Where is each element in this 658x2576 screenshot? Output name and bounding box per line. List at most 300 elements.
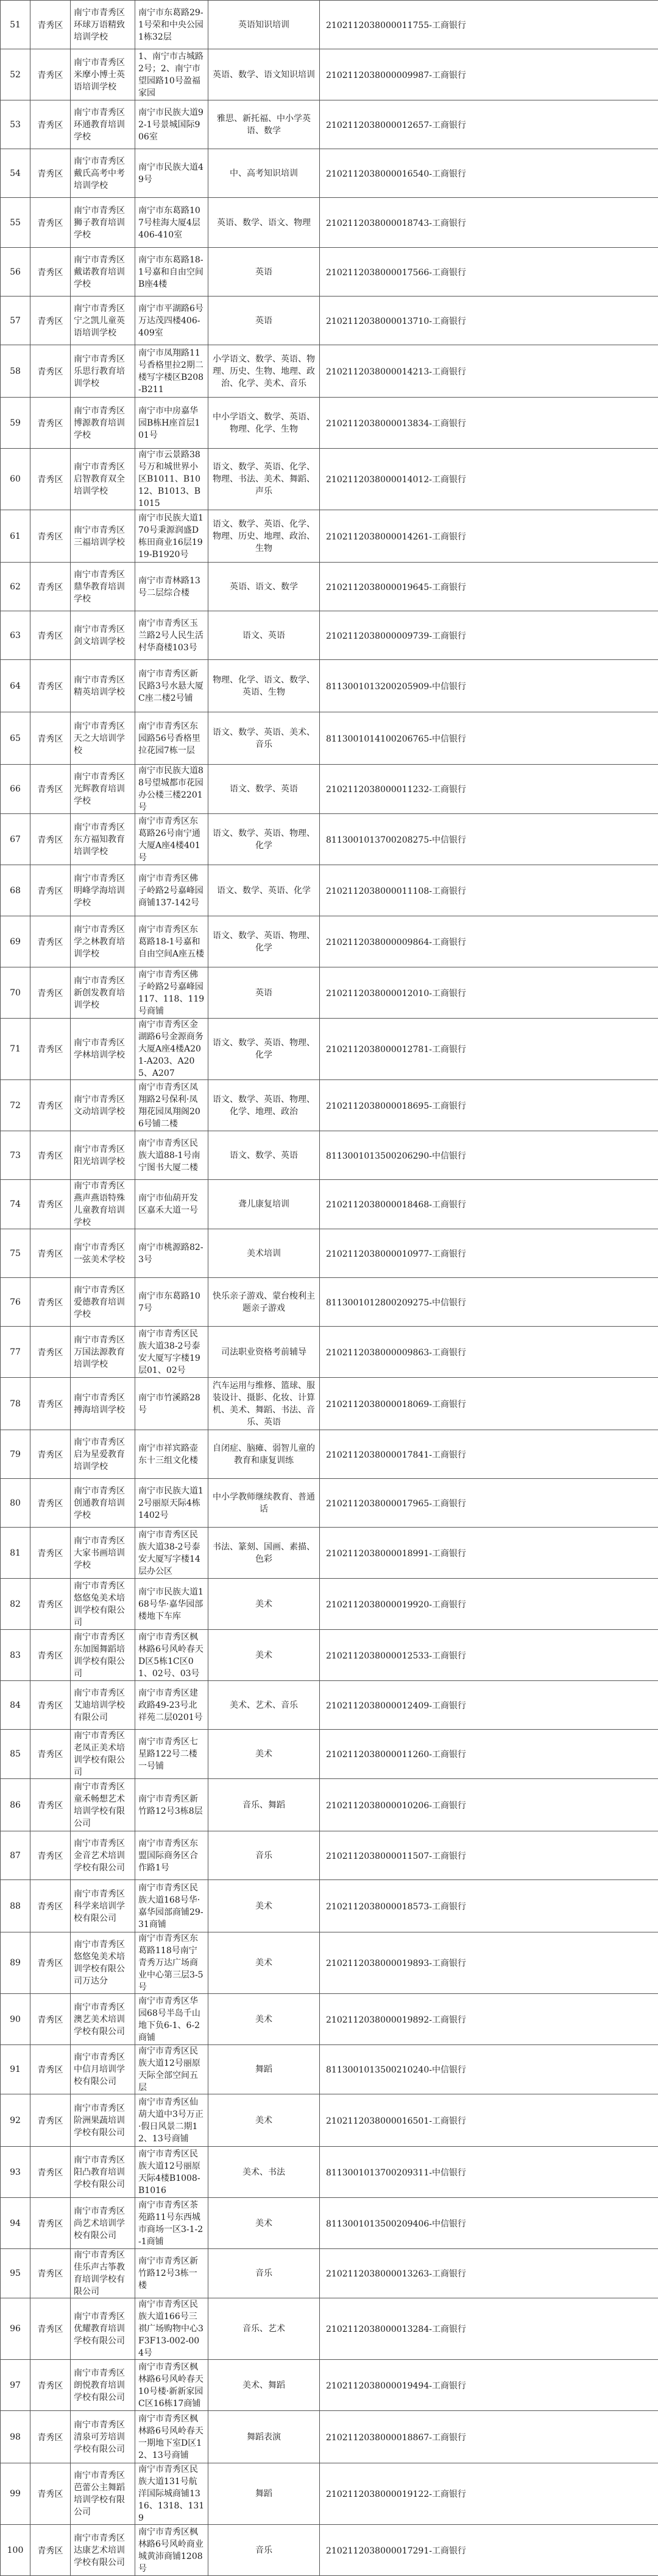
district-cell: 青秀区 xyxy=(30,2525,71,2576)
row-number-cell: 77 xyxy=(1,1327,30,1378)
address-cell: 南宁市青秀区华园68号半岛千山地下负6-1、6-2商铺 xyxy=(135,1994,208,2045)
training-scope-cell: 美术 xyxy=(208,1579,320,1630)
school-name-cell: 南宁市青秀区文动培训学校 xyxy=(71,1080,135,1131)
school-name-cell: 南宁市青秀区尚艺术培训学校有限公司 xyxy=(71,2198,135,2249)
bank-account-cell: 2102112038000019122-工商银行 xyxy=(320,2463,658,2525)
row-number-cell: 81 xyxy=(1,1528,30,1579)
training-scope-cell: 语文、数学、英语、化学、物理、书法、美术、舞蹈、声乐 xyxy=(208,449,320,510)
district-cell: 青秀区 xyxy=(30,1630,71,1681)
school-name-cell: 南宁市青秀区金音艺术培训学校有限公司 xyxy=(71,1831,135,1880)
training-scope-cell: 舞蹈 xyxy=(208,2463,320,2525)
address-cell: 南宁市青秀区东园路56号香格里拉花园7栋一层 xyxy=(135,712,208,765)
table-row xyxy=(1,1180,658,1229)
row-number-cell: 94 xyxy=(1,2198,30,2249)
row-number-cell: 74 xyxy=(1,1180,30,1229)
training-scope-cell: 美术、舞蹈 xyxy=(208,2360,320,2411)
district-cell: 青秀区 xyxy=(30,297,71,345)
training-scope-cell: 中小学语文、数学、英语、物理、化学、生物 xyxy=(208,398,320,449)
row-number-cell: 83 xyxy=(1,1630,30,1681)
school-name-cell: 南宁市青秀区优耀教育培训学校有限公司 xyxy=(71,2298,135,2360)
row-number-cell: 97 xyxy=(1,2360,30,2411)
training-scope-cell: 汽车运用与维修、篮球、服装设计、摄影、化妆、计算机、美术、舞蹈、书法、音乐、英语 xyxy=(208,1378,320,1430)
school-name-cell: 南宁市青秀区童禾畅想艺术培训学校有限公司 xyxy=(71,1779,135,1831)
address-cell: 南宁市青秀区凤翔路2号保利·凤翔花园凤翔阁206号铺二楼 xyxy=(135,1080,208,1131)
school-name-cell: 南宁市青秀区悠悠兔美术培训学校有限公司 xyxy=(71,1579,135,1630)
school-name-cell: 南宁市青秀区博源教育培训学校 xyxy=(71,398,135,449)
bank-account-cell: 2102112038000017965-工商银行 xyxy=(320,1479,658,1528)
bank-account-cell: 2102112038000012781-工商银行 xyxy=(320,1019,658,1080)
school-name-cell: 南宁市青秀区悠悠兔美术培训学校有限公司万达分 xyxy=(71,1932,135,1994)
table-row xyxy=(1,1229,658,1278)
bank-account-cell: 2102112038000013263-工商银行 xyxy=(320,2249,658,2298)
row-number-cell: 59 xyxy=(1,398,30,449)
table-row xyxy=(1,2147,658,2198)
district-cell: 青秀区 xyxy=(30,149,71,198)
school-name-cell: 南宁市青秀区鼎华教育培训学校 xyxy=(71,563,135,611)
district-cell: 青秀区 xyxy=(30,1994,71,2045)
table-row xyxy=(1,1630,658,1681)
district-cell: 青秀区 xyxy=(30,1019,71,1080)
bank-account-cell: 2102112038000017291-工商银行 xyxy=(320,2525,658,2576)
district-cell: 青秀区 xyxy=(30,2463,71,2525)
school-name-cell: 南宁市青秀区燕声燕语特殊儿童教育培训学校 xyxy=(71,1180,135,1229)
district-cell: 青秀区 xyxy=(30,1880,71,1932)
address-cell: 南宁市青秀区七星路122号二楼一号铺 xyxy=(135,1730,208,1779)
training-scope-cell: 语文、数学、英语 xyxy=(208,1131,320,1180)
bank-account-cell: 2102112038000018468-工商银行 xyxy=(320,1180,658,1229)
training-scope-cell: 英语 xyxy=(208,248,320,297)
district-cell: 青秀区 xyxy=(30,100,71,149)
training-scope-cell: 语文、英语 xyxy=(208,611,320,660)
table-row xyxy=(1,1831,658,1880)
table-row xyxy=(1,1378,658,1430)
training-scope-cell: 美术 xyxy=(208,1880,320,1932)
training-scope-cell: 美术、书法 xyxy=(208,2147,320,2198)
table-row xyxy=(1,1019,658,1080)
school-name-cell: 南宁市青秀区精英培训学校 xyxy=(71,660,135,712)
table-row xyxy=(1,2249,658,2298)
address-cell: 南宁市青秀区民族大道12号丽原天际全部空间五层 xyxy=(135,2045,208,2094)
address-cell: 南宁市民族大道12号丽原天际4栋1402号 xyxy=(135,1479,208,1528)
district-cell: 青秀区 xyxy=(30,1229,71,1278)
training-scope-cell: 英语知识培训 xyxy=(208,1,320,49)
address-cell: 南宁市民族大道170号秉源润盛D栋田商业16层1919-B1920号 xyxy=(135,510,208,563)
table-row xyxy=(1,563,658,611)
bank-account-cell: 2102112038000019893-工商银行 xyxy=(320,1932,658,1994)
school-name-cell: 南宁市青秀区中信月培训学校有限公司 xyxy=(71,2045,135,2094)
address-cell: 南宁市青秀区金湖路6号金源商务大厦A座4楼A201-A203、A205、A207 xyxy=(135,1019,208,1080)
district-cell: 青秀区 xyxy=(30,611,71,660)
training-scope-cell: 美术 xyxy=(208,2094,320,2147)
row-number-cell: 79 xyxy=(1,1430,30,1479)
training-scope-cell: 音乐、舞蹈 xyxy=(208,1779,320,1831)
bank-account-cell: 2102112038000011108-工商银行 xyxy=(320,865,658,916)
training-scope-cell: 英语、语文、数学 xyxy=(208,563,320,611)
training-scope-cell: 美术 xyxy=(208,1994,320,2045)
bank-account-cell: 2102112038000011507-工商银行 xyxy=(320,1831,658,1880)
bank-account-cell: 2102112038000019645-工商银行 xyxy=(320,563,658,611)
bank-account-cell: 2102112038000014213-工商银行 xyxy=(320,345,658,398)
training-scope-cell: 音乐 xyxy=(208,2249,320,2298)
district-cell: 青秀区 xyxy=(30,2198,71,2249)
row-number-cell: 65 xyxy=(1,712,30,765)
address-cell: 南宁市青秀区建政路49-23号北祥苑二层0201号 xyxy=(135,1681,208,1730)
row-number-cell: 88 xyxy=(1,1880,30,1932)
table-row xyxy=(1,967,658,1019)
district-cell: 青秀区 xyxy=(30,449,71,510)
bank-account-cell: 2102112038000011232-工商银行 xyxy=(320,765,658,814)
table-row xyxy=(1,712,658,765)
table-row xyxy=(1,1479,658,1528)
table-row xyxy=(1,149,658,198)
table-row xyxy=(1,765,658,814)
district-cell: 青秀区 xyxy=(30,1779,71,1831)
table-row xyxy=(1,2411,658,2463)
bank-account-cell: 2102112038000012657-工商银行 xyxy=(320,100,658,149)
address-cell: 南宁市青秀区东葛路118号南宁青秀万达广场商业中心第三层3-5号 xyxy=(135,1932,208,1994)
bank-account-cell: 2102112038000012533-工商银行 xyxy=(320,1630,658,1681)
training-scope-cell: 美术培训 xyxy=(208,1229,320,1278)
table-row xyxy=(1,1730,658,1779)
school-name-cell: 南宁市青秀区戴氏高考中考培训学校 xyxy=(71,149,135,198)
table-row xyxy=(1,865,658,916)
district-cell: 青秀区 xyxy=(30,1579,71,1630)
table-row xyxy=(1,1681,658,1730)
school-name-cell: 南宁市青秀区狮子教育培训学校 xyxy=(71,198,135,248)
table-row xyxy=(1,49,658,100)
row-number-cell: 96 xyxy=(1,2298,30,2360)
bank-account-cell: 8113001014100206765-中信银行 xyxy=(320,712,658,765)
bank-account-cell: 2102112038000018069-工商银行 xyxy=(320,1378,658,1430)
district-cell: 青秀区 xyxy=(30,198,71,248)
table-row xyxy=(1,814,658,865)
table-row xyxy=(1,2298,658,2360)
school-name-cell: 南宁市青秀区启智教育双全培训学校 xyxy=(71,449,135,510)
row-number-cell: 82 xyxy=(1,1579,30,1630)
bank-account-cell: 2102112038000010977-工商银行 xyxy=(320,1229,658,1278)
training-scope-cell: 语文、数学、英语、物理、化学 xyxy=(208,814,320,865)
training-scope-cell: 物理、化学、语文、数学、英语、生物 xyxy=(208,660,320,712)
table-row xyxy=(1,916,658,967)
school-name-cell: 南宁市青秀区芭蕾公主舞蹈培训学校有限公司 xyxy=(71,2463,135,2525)
bank-account-cell: 2102112038000018695-工商银行 xyxy=(320,1080,658,1131)
bank-account-cell: 2102112038000012409-工商银行 xyxy=(320,1681,658,1730)
school-name-cell: 南宁市青秀区明峰学海培训学校 xyxy=(71,865,135,916)
address-cell: 南宁市青秀区民族大道88-1号南宁图书大厦二楼 xyxy=(135,1131,208,1180)
bank-account-cell: 2102112038000013710-工商银行 xyxy=(320,297,658,345)
school-name-cell: 南宁市青秀区剑文培训学校 xyxy=(71,611,135,660)
table-row xyxy=(1,1528,658,1579)
training-scope-cell: 司法职业资格考前辅导 xyxy=(208,1327,320,1378)
row-number-cell: 89 xyxy=(1,1932,30,1994)
school-name-cell: 南宁市青秀区天之大培训学校 xyxy=(71,712,135,765)
address-cell: 南宁市民族大道49号 xyxy=(135,149,208,198)
address-cell: 南宁市青林路13号二层综合楼 xyxy=(135,563,208,611)
table-row xyxy=(1,1430,658,1479)
bank-account-cell: 2102112038000016501-工商银行 xyxy=(320,2094,658,2147)
training-scope-cell: 小学语文、数学、英语、物理、历史、生物、地理、政治、化学、美术、音乐 xyxy=(208,345,320,398)
row-number-cell: 86 xyxy=(1,1779,30,1831)
training-scope-cell: 中、高考知识培训 xyxy=(208,149,320,198)
bank-account-cell: 8113001013500209406-中信银行 xyxy=(320,2198,658,2249)
table-row xyxy=(1,248,658,297)
bank-account-cell: 2102112038000018867-工商银行 xyxy=(320,2411,658,2463)
bank-account-cell: 2102112038000019494-工商银行 xyxy=(320,2360,658,2411)
district-cell: 青秀区 xyxy=(30,563,71,611)
address-cell: 南宁市东葛路29-1号荣和中央公园1栋32层 xyxy=(135,1,208,49)
table-row xyxy=(1,1579,658,1630)
school-name-cell: 南宁市青秀区东方福知教育培训学校 xyxy=(71,814,135,865)
table-row xyxy=(1,611,658,660)
school-name-cell: 南宁市青秀区环球万语精致培训学校 xyxy=(71,1,135,49)
district-cell: 青秀区 xyxy=(30,1278,71,1327)
district-cell: 青秀区 xyxy=(30,967,71,1019)
training-scope-cell: 英语 xyxy=(208,297,320,345)
address-cell: 南宁市凤翔路11号香格里拉2期二楼写字楼区B208-B211 xyxy=(135,345,208,398)
row-number-cell: 52 xyxy=(1,49,30,100)
row-number-cell: 78 xyxy=(1,1378,30,1430)
bank-account-cell: 2102112038000018991-工商银行 xyxy=(320,1528,658,1579)
row-number-cell: 93 xyxy=(1,2147,30,2198)
district-cell: 青秀区 xyxy=(30,1932,71,1994)
training-scope-cell: 美术、艺术、音乐 xyxy=(208,1681,320,1730)
row-number-cell: 66 xyxy=(1,765,30,814)
address-cell: 南宁市青秀区东盟国际商务区合作路1号 xyxy=(135,1831,208,1880)
row-number-cell: 85 xyxy=(1,1730,30,1779)
district-cell: 青秀区 xyxy=(30,1831,71,1880)
address-cell: 南宁市青秀区枫林路6号风岭商业城黄沛商铺1208号 xyxy=(135,2525,208,2576)
table-row xyxy=(1,100,658,149)
school-name-cell: 南宁市青秀区达康艺术培训学校有限公司 xyxy=(71,2525,135,2576)
bank-account-cell: 2102112038000017566-工商银行 xyxy=(320,248,658,297)
district-cell: 青秀区 xyxy=(30,2411,71,2463)
row-number-cell: 73 xyxy=(1,1131,30,1180)
table-row xyxy=(1,1131,658,1180)
table-row xyxy=(1,2463,658,2525)
school-name-cell: 南宁市青秀区万国法源教育培训学校 xyxy=(71,1327,135,1378)
training-scope-cell: 自闭症、脑瘫、弱智儿童的教育和康复训练 xyxy=(208,1430,320,1479)
school-name-cell: 南宁市青秀区搏海培训学校 xyxy=(71,1378,135,1430)
table-row xyxy=(1,1932,658,1994)
district-cell: 青秀区 xyxy=(30,865,71,916)
bank-account-cell: 8113001013700208275-中信银行 xyxy=(320,814,658,865)
school-name-cell: 南宁市青秀区大家书画培训学校 xyxy=(71,1528,135,1579)
row-number-cell: 91 xyxy=(1,2045,30,2094)
row-number-cell: 75 xyxy=(1,1229,30,1278)
district-cell: 青秀区 xyxy=(30,49,71,100)
school-name-cell: 南宁市青秀区光辉教育培训学校 xyxy=(71,765,135,814)
address-cell: 南宁市青秀区茶苑路11号东西城市商场一区3-1-2-1商铺 xyxy=(135,2198,208,2249)
training-scope-cell: 英语 xyxy=(208,967,320,1019)
row-number-cell: 76 xyxy=(1,1278,30,1327)
row-number-cell: 57 xyxy=(1,297,30,345)
bank-account-cell: 8113001012800209275-中信银行 xyxy=(320,1278,658,1327)
table-row xyxy=(1,2198,658,2249)
school-name-cell: 南宁市青秀区阳凸教育培训学校有限公司 xyxy=(71,2147,135,2198)
district-cell: 青秀区 xyxy=(30,916,71,967)
district-cell: 青秀区 xyxy=(30,712,71,765)
training-scope-cell: 语文、数学、英语、美术、音乐 xyxy=(208,712,320,765)
row-number-cell: 100 xyxy=(1,2525,30,2576)
address-cell: 南宁市青秀区东葛路18-1号嘉和自由空间A座五楼 xyxy=(135,916,208,967)
district-cell: 青秀区 xyxy=(30,2249,71,2298)
address-cell: 南宁市青秀区民族大道166号三祺广场购物中心3F3F13-002-004号 xyxy=(135,2298,208,2360)
bank-account-cell: 2102112038000009864-工商银行 xyxy=(320,916,658,967)
bank-account-cell: 2102112038000014012-工商银行 xyxy=(320,449,658,510)
training-scope-cell: 语文、数学、英语、化学 xyxy=(208,865,320,916)
row-number-cell: 53 xyxy=(1,100,30,149)
training-scope-cell: 音乐、艺术 xyxy=(208,2298,320,2360)
district-cell: 青秀区 xyxy=(30,398,71,449)
row-number-cell: 71 xyxy=(1,1019,30,1080)
address-cell: 南宁市桃源路82-3号 xyxy=(135,1229,208,1278)
address-cell: 南宁市青秀区民族大道168号华·嘉华园部商铺29-31商铺 xyxy=(135,1880,208,1932)
district-cell: 青秀区 xyxy=(30,1479,71,1528)
training-scope-cell: 语文、数学、英语、物理、化学 xyxy=(208,1019,320,1080)
bank-account-cell: 8113001013500206290-中信银行 xyxy=(320,1131,658,1180)
district-cell: 青秀区 xyxy=(30,2360,71,2411)
table-row xyxy=(1,398,658,449)
training-scope-cell: 美术 xyxy=(208,2198,320,2249)
district-cell: 青秀区 xyxy=(30,1681,71,1730)
bank-account-cell: 2102112038000014261-工商银行 xyxy=(320,510,658,563)
district-cell: 青秀区 xyxy=(30,248,71,297)
school-name-cell: 南宁市青秀区一弦美术学校 xyxy=(71,1229,135,1278)
row-number-cell: 87 xyxy=(1,1831,30,1880)
school-name-cell: 南宁市青秀区宁之凯儿童英语培训学校 xyxy=(71,297,135,345)
row-number-cell: 72 xyxy=(1,1080,30,1131)
district-cell: 青秀区 xyxy=(30,1528,71,1579)
school-name-cell: 南宁市青秀区爱德教育培训学校 xyxy=(71,1278,135,1327)
training-scope-cell: 舞蹈表演 xyxy=(208,2411,320,2463)
row-number-cell: 68 xyxy=(1,865,30,916)
training-scope-cell: 美术 xyxy=(208,1630,320,1681)
bank-account-cell: 2102112038000009739-工商银行 xyxy=(320,611,658,660)
row-number-cell: 58 xyxy=(1,345,30,398)
address-cell: 南宁市青秀区玉兰路2号人民生活村华裔楼103号 xyxy=(135,611,208,660)
table-row xyxy=(1,1080,658,1131)
row-number-cell: 80 xyxy=(1,1479,30,1528)
table-row xyxy=(1,449,658,510)
table-row xyxy=(1,510,658,563)
address-cell: 南宁市平湖路6号万达茂四楼406-409室 xyxy=(135,297,208,345)
training-scope-cell: 音乐 xyxy=(208,1831,320,1880)
bank-account-cell: 2102112038000018743-工商银行 xyxy=(320,198,658,248)
school-name-cell: 南宁市青秀区澳艺美术培训学校有限公司 xyxy=(71,1994,135,2045)
school-name-cell: 南宁市青秀区清泉可芳培训学校有限公司 xyxy=(71,2411,135,2463)
bank-account-cell: 2102112038000013284-工商银行 xyxy=(320,2298,658,2360)
address-cell: 南宁市青秀区佛子岭路2号嘉峰园商铺137-142号 xyxy=(135,865,208,916)
school-name-cell: 南宁市青秀区创通教育培训学校 xyxy=(71,1479,135,1528)
school-name-cell: 南宁市青秀区学林培训学校 xyxy=(71,1019,135,1080)
training-scope-cell: 英语、数学、语文、物理 xyxy=(208,198,320,248)
school-name-cell: 南宁市青秀区戴诺教育培训学校 xyxy=(71,248,135,297)
bank-account-cell: 8113001013700209311-中信银行 xyxy=(320,2147,658,2198)
district-cell: 青秀区 xyxy=(30,1327,71,1378)
table-row xyxy=(1,1880,658,1932)
district-cell: 青秀区 xyxy=(30,345,71,398)
training-scope-cell: 语文、数学、英语、物理、化学、地理、政治 xyxy=(208,1080,320,1131)
bank-account-cell: 2102112038000016540-工商银行 xyxy=(320,149,658,198)
table-row xyxy=(1,1327,658,1378)
address-cell: 南宁市青秀区佛子岭路2号嘉峰园117、118、119号商铺 xyxy=(135,967,208,1019)
table-row xyxy=(1,297,658,345)
table-row xyxy=(1,2045,658,2094)
row-number-cell: 69 xyxy=(1,916,30,967)
training-scope-cell: 音乐 xyxy=(208,2525,320,2576)
table-row xyxy=(1,1,658,49)
training-scope-cell: 舞蹈 xyxy=(208,2045,320,2094)
row-number-cell: 60 xyxy=(1,449,30,510)
district-cell: 青秀区 xyxy=(30,814,71,865)
school-name-cell: 南宁市青秀区阶洲果蔬培训学校有限公司 xyxy=(71,2094,135,2147)
training-scope-cell: 快乐亲子游戏、蒙台梭利主题亲子游戏 xyxy=(208,1278,320,1327)
address-cell: 南宁市竹溪路28号 xyxy=(135,1378,208,1430)
training-scope-cell: 聋儿康复培训 xyxy=(208,1180,320,1229)
row-number-cell: 55 xyxy=(1,198,30,248)
bank-account-cell: 2102112038000011260-工商银行 xyxy=(320,1730,658,1779)
district-cell: 青秀区 xyxy=(30,765,71,814)
bank-account-cell: 2102112038000019920-工商银行 xyxy=(320,1579,658,1630)
address-cell: 南宁市东葛路18-1号嘉和自由空间B座4楼 xyxy=(135,248,208,297)
school-name-cell: 南宁市青秀区朗悦教育培训学校有限公司 xyxy=(71,2360,135,2411)
address-cell: 南宁市祥宾路壶东十三组文化楼 xyxy=(135,1430,208,1479)
address-cell: 南宁市青秀区枫林路6号风岭春天10号楼·新新家园C区16栋17商铺 xyxy=(135,2360,208,2411)
bank-account-cell: 2102112038000013834-工商银行 xyxy=(320,398,658,449)
address-cell: 南宁市仙葫开发区嘉禾大道一号 xyxy=(135,1180,208,1229)
address-cell: 南宁市民族大道168号华·嘉华园部楼地下车库 xyxy=(135,1579,208,1630)
row-number-cell: 90 xyxy=(1,1994,30,2045)
address-cell: 南宁市云景路38号万和城世界小区B1011、B1012、B1013、B1015 xyxy=(135,449,208,510)
bank-account-cell: 2102112038000012010-工商银行 xyxy=(320,967,658,1019)
school-name-cell: 南宁市青秀区东加图舞蹈培训学校有限公司 xyxy=(71,1630,135,1681)
row-number-cell: 51 xyxy=(1,1,30,49)
school-name-cell: 南宁市青秀区三福培训学校 xyxy=(71,510,135,563)
school-name-cell: 南宁市青秀区科学来培训学校有限公司 xyxy=(71,1880,135,1932)
table-row xyxy=(1,1779,658,1831)
district-cell: 青秀区 xyxy=(30,1080,71,1131)
table-row xyxy=(1,2360,658,2411)
row-number-cell: 98 xyxy=(1,2411,30,2463)
bank-account-cell: 2102112038000017841-工商银行 xyxy=(320,1430,658,1479)
address-cell: 南宁市东葛路107号 xyxy=(135,1278,208,1327)
table-row xyxy=(1,345,658,398)
row-number-cell: 56 xyxy=(1,248,30,297)
school-name-cell: 南宁市青秀区启为星爱教育培训学校 xyxy=(71,1430,135,1479)
address-cell: 南宁市中房嘉华园B栋H座首层101号 xyxy=(135,398,208,449)
row-number-cell: 92 xyxy=(1,2094,30,2147)
row-number-cell: 63 xyxy=(1,611,30,660)
table-row xyxy=(1,198,658,248)
address-cell: 南宁市青秀区新民路3号水悬大厦C座二楼2号铺 xyxy=(135,660,208,712)
address-cell: 南宁市青秀区民族大道131号航洋国际城商铺1316、1318、1319 xyxy=(135,2463,208,2525)
table-row xyxy=(1,2525,658,2576)
training-scope-cell: 英语、数学、语文知识培训 xyxy=(208,49,320,100)
training-scope-cell: 美术 xyxy=(208,1730,320,1779)
row-number-cell: 62 xyxy=(1,563,30,611)
training-scope-cell: 中小学教师继续教育、普通话 xyxy=(208,1479,320,1528)
training-scope-cell: 书法、篆刻、国画、素描、色彩 xyxy=(208,1528,320,1579)
district-cell: 青秀区 xyxy=(30,510,71,563)
school-name-cell: 南宁市青秀区环通教育培训学校 xyxy=(71,100,135,149)
address-cell: 1、南宁市古城路2号；2、南宁市望园路10号盈福家园 xyxy=(135,49,208,100)
bank-account-cell: 2102112038000009987-工商银行 xyxy=(320,49,658,100)
address-cell: 南宁市东葛路107号桂海大厦4层406-410室 xyxy=(135,198,208,248)
address-cell: 南宁市青秀区枫林路6号风岭春天一期地下室D区12、13号商铺 xyxy=(135,2411,208,2463)
row-number-cell: 84 xyxy=(1,1681,30,1730)
district-cell: 青秀区 xyxy=(30,660,71,712)
district-cell: 青秀区 xyxy=(30,1131,71,1180)
